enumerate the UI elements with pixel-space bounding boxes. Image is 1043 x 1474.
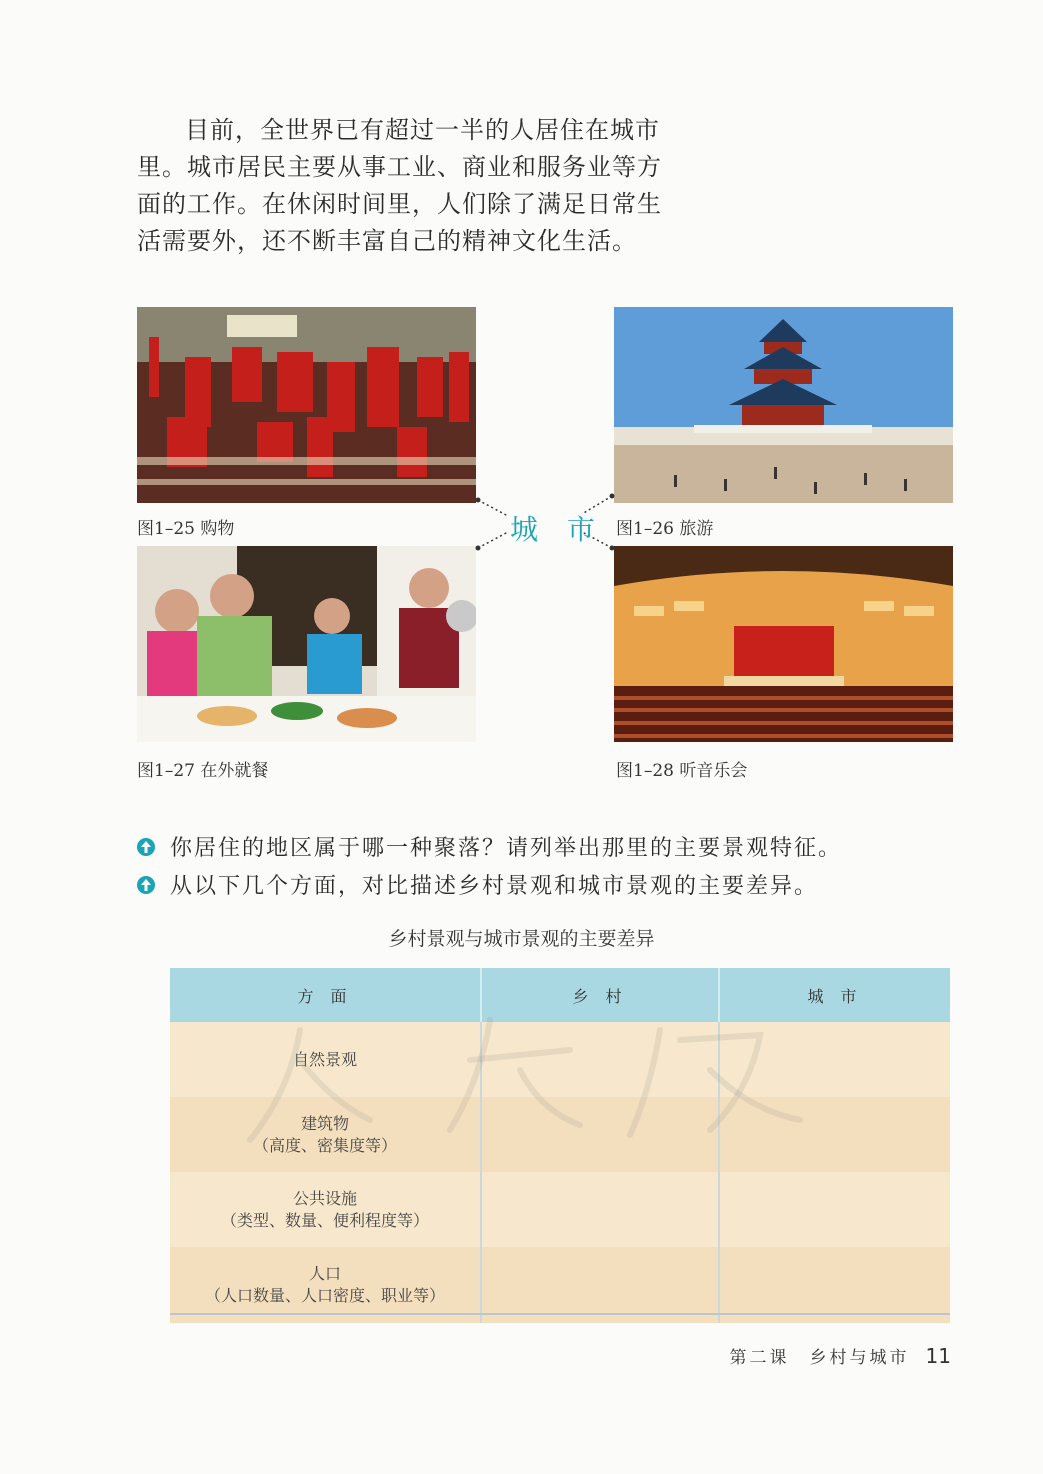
table-header: 方 面	[170, 968, 481, 1022]
table-caption: 乡村景观与城市景观的主要差异	[388, 928, 655, 950]
aspect-title: 建筑物	[300, 1113, 349, 1133]
concert-hall-photo	[614, 546, 953, 742]
chapter-title: 第二课 乡村与城市	[729, 1348, 910, 1368]
figure-caption: 图1–25 购物	[137, 519, 235, 539]
urban-answer-cell[interactable]	[719, 1172, 950, 1247]
table-row	[170, 1097, 950, 1172]
rural-answer-cell[interactable]	[481, 1097, 719, 1172]
rural-answer-cell[interactable]	[481, 1172, 719, 1247]
table-header: 乡 村	[481, 968, 719, 1022]
urban-answer-cell[interactable]	[719, 1097, 950, 1172]
rural-answer-cell[interactable]	[481, 1247, 719, 1323]
table-row	[170, 1172, 950, 1247]
aspect-cell	[170, 1022, 481, 1097]
urban-answer-cell[interactable]	[719, 1247, 950, 1323]
page-footer	[730, 1343, 951, 1368]
city-hub-label: 城 市	[510, 513, 605, 546]
comparison-table	[170, 968, 950, 1323]
temple-of-heaven-photo	[614, 307, 953, 503]
intro-paragraph: 目前，全世界已有超过一半的人居住在城市里。城市居民主要从事工业、商业和服务业等方面的工作。在休闲时间里，人们除了满足日常生活需要外，还不断丰富自己的精神文化生活。	[137, 116, 662, 255]
table-row	[170, 1247, 950, 1323]
table-bottom-rule	[170, 1313, 950, 1315]
figure-caption: 图1–26 旅游	[616, 519, 714, 539]
figure-caption: 图1–28 听音乐会	[616, 761, 748, 781]
shopping-mall-photo	[137, 307, 476, 503]
aspect-title: 公共设施	[292, 1188, 357, 1208]
aspect-title: 自然景观	[292, 1049, 357, 1069]
question-item	[136, 869, 818, 900]
question-text: 从以下几个方面，对比描述乡村景观和城市景观的主要差异。	[170, 874, 819, 899]
page-number: 11	[925, 1344, 951, 1368]
aspect-detail: （高度、密集度等）	[252, 1135, 397, 1155]
aspect-detail: （人口数量、人口密度、职业等）	[204, 1286, 445, 1305]
arrow-up-circle-icon	[136, 875, 156, 895]
aspect-cell	[170, 1172, 481, 1247]
aspect-detail: （类型、数量、便利程度等）	[220, 1210, 429, 1230]
arrow-up-circle-icon	[136, 837, 156, 857]
aspect-title: 人口	[308, 1264, 341, 1283]
urban-answer-cell[interactable]	[719, 1022, 950, 1097]
table-row	[170, 1022, 950, 1097]
rural-answer-cell[interactable]	[481, 1022, 719, 1097]
aspect-cell	[170, 1247, 481, 1323]
family-dining-photo	[137, 546, 476, 742]
question-item	[136, 831, 842, 862]
aspect-cell	[170, 1097, 481, 1172]
figure-caption: 图1–27 在外就餐	[137, 761, 269, 781]
table-header: 城 市	[719, 968, 950, 1022]
question-text: 你居住的地区属于哪一种聚落？请列举出那里的主要景观特征。	[170, 836, 843, 861]
